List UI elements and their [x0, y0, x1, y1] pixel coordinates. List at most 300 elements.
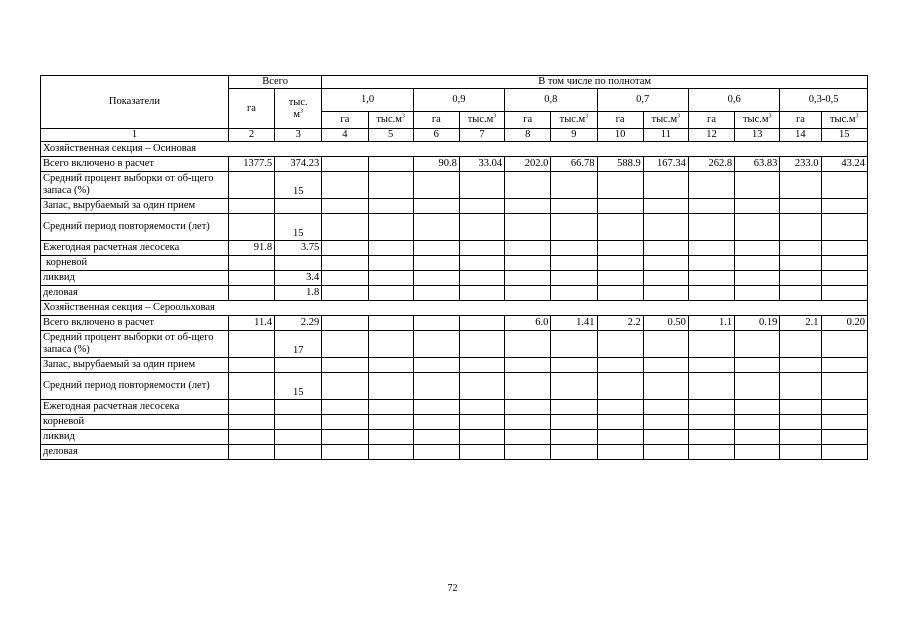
- row-label: Всего включено в расчет: [41, 316, 229, 331]
- total-volume-header: тыс. $м^3$: [275, 89, 322, 129]
- table-row: [41, 430, 868, 445]
- table-cell: [228, 256, 274, 271]
- table-cell: 588.9: [597, 157, 643, 172]
- forest-table: [40, 75, 868, 460]
- table-cell: [322, 286, 368, 301]
- section-row: [41, 301, 868, 316]
- table-cell: [551, 445, 597, 460]
- table-cell: [459, 256, 504, 271]
- table-cell: [413, 241, 459, 256]
- table-cell: [821, 445, 867, 460]
- table-cell: [551, 286, 597, 301]
- table-cell: [322, 256, 368, 271]
- table-cell: [228, 331, 274, 358]
- row-label: Средний процент выборки от об-щего запаса (%): [41, 331, 229, 358]
- table-cell: [322, 316, 368, 331]
- table-cell: 2.2: [597, 316, 643, 331]
- table-cell: [688, 400, 734, 415]
- sub-volume-header: [735, 112, 780, 129]
- table-cell: [735, 256, 780, 271]
- table-cell: [735, 214, 780, 241]
- table-cell: [413, 172, 459, 199]
- table-cell: [780, 415, 821, 430]
- table-cell: 167.34: [643, 157, 688, 172]
- section-title: Хозяйственная секция – Осиновая: [41, 142, 868, 157]
- table-cell: [275, 400, 322, 415]
- table-cell: [821, 199, 867, 214]
- total-ha-header: га: [228, 89, 274, 129]
- table-cell: [459, 400, 504, 415]
- table-cell: [551, 172, 597, 199]
- table-cell: [228, 271, 274, 286]
- table-cell: [551, 331, 597, 358]
- table-cell: [780, 214, 821, 241]
- column-number: 10: [597, 129, 643, 142]
- table-cell: [413, 286, 459, 301]
- table-cell: [275, 358, 322, 373]
- table-cell: [821, 331, 867, 358]
- table-cell: [459, 199, 504, 214]
- table-cell: [735, 331, 780, 358]
- density-header: 1,0: [322, 89, 413, 112]
- table-cell: [821, 415, 867, 430]
- density-header: 0,8: [505, 89, 597, 112]
- table-cell: [643, 373, 688, 400]
- table-cell: [459, 445, 504, 460]
- sub-ha-header: га: [688, 112, 734, 129]
- cube-sup: 3: [401, 113, 405, 120]
- table-cell: [459, 358, 504, 373]
- table-cell: [780, 241, 821, 256]
- table-cell: [413, 415, 459, 430]
- table-cell: [322, 373, 368, 400]
- table-cell: [275, 256, 322, 271]
- table-row: [41, 358, 868, 373]
- table-cell: [780, 256, 821, 271]
- table-cell: [459, 286, 504, 301]
- table-cell: 43.24: [821, 157, 867, 172]
- table-cell: [597, 331, 643, 358]
- table-cell: [643, 286, 688, 301]
- table-cell: [413, 400, 459, 415]
- column-number: 5: [368, 129, 413, 142]
- table-cell: [735, 286, 780, 301]
- row-label: Запас, вырубаемый за один прием: [41, 358, 229, 373]
- table-cell: 6.0: [505, 316, 551, 331]
- table-cell: [322, 271, 368, 286]
- sub-volume-text: тыс.м: [742, 114, 769, 125]
- table-cell: [551, 373, 597, 400]
- table-cell: [735, 271, 780, 286]
- table-cell: [228, 358, 274, 373]
- cube-sup: 3: [493, 113, 497, 120]
- table-cell: [688, 214, 734, 241]
- row-label: ликвид: [41, 430, 229, 445]
- table-cell: [368, 214, 413, 241]
- table-cell: [459, 415, 504, 430]
- table-cell: [368, 400, 413, 415]
- row-label: Средний период повторяемости (лет): [41, 214, 229, 241]
- table-cell: 63.83: [735, 157, 780, 172]
- section-row: [41, 142, 868, 157]
- table-cell: [780, 445, 821, 460]
- table-cell: [368, 256, 413, 271]
- column-number: 6: [413, 129, 459, 142]
- table-cell: [643, 415, 688, 430]
- table-cell: [413, 256, 459, 271]
- table-cell: [368, 331, 413, 358]
- density-header: 0,6: [688, 89, 779, 112]
- table-cell: 17: [275, 331, 322, 358]
- table-cell: [368, 430, 413, 445]
- table-cell: [551, 430, 597, 445]
- table-cell: [505, 415, 551, 430]
- table-cell: 66.78: [551, 157, 597, 172]
- column-number: 13: [735, 129, 780, 142]
- table-cell: [780, 373, 821, 400]
- table-cell: [551, 415, 597, 430]
- sub-volume-header: [551, 112, 597, 129]
- table-cell: [413, 316, 459, 331]
- table-cell: [228, 286, 274, 301]
- table-cell: [735, 373, 780, 400]
- table-cell: [505, 445, 551, 460]
- table-cell: [735, 199, 780, 214]
- table-cell: [780, 271, 821, 286]
- table-cell: [459, 331, 504, 358]
- table-cell: [368, 445, 413, 460]
- table-cell: [228, 373, 274, 400]
- table-cell: [551, 271, 597, 286]
- table-cell: 262.8: [688, 157, 734, 172]
- table-cell: [505, 286, 551, 301]
- table-cell: [368, 172, 413, 199]
- table-cell: [459, 316, 504, 331]
- table-row: [41, 316, 868, 331]
- table-cell: [368, 316, 413, 331]
- table-cell: [551, 214, 597, 241]
- table-cell: [413, 373, 459, 400]
- table-cell: [597, 241, 643, 256]
- table-cell: [643, 256, 688, 271]
- sub-ha-header: га: [322, 112, 368, 129]
- table-cell: [459, 241, 504, 256]
- table-cell: [597, 415, 643, 430]
- table-cell: [413, 358, 459, 373]
- table-cell: 233.0: [780, 157, 821, 172]
- table-cell: [597, 172, 643, 199]
- table-cell: [780, 199, 821, 214]
- table-cell: 1.1: [688, 316, 734, 331]
- table-cell: [688, 286, 734, 301]
- table-cell: [821, 241, 867, 256]
- table-cell: [322, 358, 368, 373]
- table-cell: [688, 445, 734, 460]
- table-cell: [780, 430, 821, 445]
- table-cell: 374.23: [275, 157, 322, 172]
- column-number: 9: [551, 129, 597, 142]
- table-cell: [368, 241, 413, 256]
- table-cell: 33.04: [459, 157, 504, 172]
- row-label: деловая: [41, 286, 229, 301]
- table-cell: [643, 400, 688, 415]
- column-number: 12: [688, 129, 734, 142]
- table-cell: [275, 430, 322, 445]
- table-cell: [322, 241, 368, 256]
- table-cell: [551, 400, 597, 415]
- sub-volume-text: тыс.м: [467, 114, 494, 125]
- table-cell: [322, 214, 368, 241]
- table-cell: [551, 241, 597, 256]
- table-cell: [551, 256, 597, 271]
- table-cell: [275, 445, 322, 460]
- table-cell: [228, 199, 274, 214]
- table-cell: [228, 445, 274, 460]
- table-cell: [459, 172, 504, 199]
- table-cell: [688, 199, 734, 214]
- table-cell: [735, 430, 780, 445]
- table-cell: [597, 199, 643, 214]
- table-cell: [688, 358, 734, 373]
- total-header: Всего: [228, 76, 321, 89]
- column-number: 15: [821, 129, 867, 142]
- table-row: [41, 241, 868, 256]
- table-cell: [643, 331, 688, 358]
- column-number: 4: [322, 129, 368, 142]
- table-cell: [275, 415, 322, 430]
- table-cell: [688, 430, 734, 445]
- row-label: Ежегодная расчетная лесосека: [41, 241, 229, 256]
- row-label: Средний период повторяемости (лет): [41, 373, 229, 400]
- table-cell: [505, 331, 551, 358]
- table-cell: [643, 430, 688, 445]
- sub-ha-header: га: [413, 112, 459, 129]
- table-cell: [368, 271, 413, 286]
- table-cell: 1.8: [275, 286, 322, 301]
- cube-sup: 3: [855, 113, 859, 120]
- table-cell: [597, 214, 643, 241]
- row-label: Всего включено в расчет: [41, 157, 229, 172]
- by-density-header: В том числе по полнотам: [322, 76, 868, 89]
- table-cell: [643, 358, 688, 373]
- table-cell: [735, 445, 780, 460]
- table-cell: 3.4: [275, 271, 322, 286]
- table-cell: 0.50: [643, 316, 688, 331]
- table-cell: [413, 199, 459, 214]
- page-number: 72: [447, 583, 458, 594]
- table-cell: 3.75: [275, 241, 322, 256]
- table-cell: [735, 172, 780, 199]
- table-cell: [228, 430, 274, 445]
- column-number: 14: [780, 129, 821, 142]
- table-cell: [368, 157, 413, 172]
- column-number-row: [41, 129, 868, 142]
- table-cell: [643, 445, 688, 460]
- density-header: 0,7: [597, 89, 688, 112]
- row-label: Ежегодная расчетная лесосека: [41, 400, 229, 415]
- row-label: Средний процент выборки от об-щего запаса (%): [41, 172, 229, 199]
- row-label: корневой: [41, 256, 229, 271]
- table-cell: [368, 286, 413, 301]
- table-cell: [780, 172, 821, 199]
- table-cell: [505, 172, 551, 199]
- table-cell: [459, 430, 504, 445]
- table-cell: [821, 256, 867, 271]
- sub-volume-header: [368, 112, 413, 129]
- sub-volume-header: [821, 112, 867, 129]
- sub-volume-text: тыс.м: [829, 114, 856, 125]
- table-cell: [413, 331, 459, 358]
- table-cell: [597, 430, 643, 445]
- table-cell: [597, 445, 643, 460]
- cube-sup: 3: [677, 113, 681, 120]
- table-cell: 15: [275, 172, 322, 199]
- indicators-header: Показатели: [41, 76, 229, 129]
- table-cell: [597, 373, 643, 400]
- sub-ha-header: га: [505, 112, 551, 129]
- table-cell: [597, 271, 643, 286]
- table-row: [41, 415, 868, 430]
- table-cell: [780, 358, 821, 373]
- column-number: 7: [459, 129, 504, 142]
- table-row: [41, 214, 868, 241]
- table-cell: [228, 172, 274, 199]
- table-cell: [505, 400, 551, 415]
- table-cell: [643, 271, 688, 286]
- table-cell: [368, 358, 413, 373]
- table-row: [41, 157, 868, 172]
- table-cell: [643, 199, 688, 214]
- table-row: [41, 286, 868, 301]
- table-cell: [368, 199, 413, 214]
- table-cell: [322, 415, 368, 430]
- table-cell: [228, 214, 274, 241]
- table-cell: [322, 157, 368, 172]
- table-cell: [505, 241, 551, 256]
- table-cell: [322, 172, 368, 199]
- table-cell: [322, 199, 368, 214]
- table-cell: [551, 358, 597, 373]
- column-number: 3: [275, 129, 322, 142]
- table-cell: [780, 400, 821, 415]
- table-cell: 15: [275, 373, 322, 400]
- table-cell: [459, 271, 504, 286]
- sub-volume-text: тыс.м: [376, 114, 402, 125]
- density-header: 0,3-0,5: [780, 89, 868, 112]
- table-cell: [597, 358, 643, 373]
- row-label: деловая: [41, 445, 229, 460]
- table-cell: [322, 430, 368, 445]
- column-number: 8: [505, 129, 551, 142]
- table-cell: 2.1: [780, 316, 821, 331]
- column-number: 1: [41, 129, 229, 142]
- table-cell: [735, 358, 780, 373]
- table-row: [41, 256, 868, 271]
- table-cell: [322, 331, 368, 358]
- table-cell: [505, 256, 551, 271]
- table-cell: [275, 199, 322, 214]
- table-cell: 90.8: [413, 157, 459, 172]
- cube-sup: 3: [768, 113, 772, 120]
- table-cell: [228, 415, 274, 430]
- sub-volume-text: тыс.м: [651, 114, 678, 125]
- table-cell: [780, 331, 821, 358]
- table-cell: [821, 271, 867, 286]
- column-number: 11: [643, 129, 688, 142]
- table-row: [41, 271, 868, 286]
- table-cell: 0.20: [821, 316, 867, 331]
- table-row: [41, 331, 868, 358]
- table-row: [41, 373, 868, 400]
- table-cell: [459, 214, 504, 241]
- table-cell: [413, 445, 459, 460]
- row-label: Запас, вырубаемый за один прием: [41, 199, 229, 214]
- table-cell: [597, 256, 643, 271]
- table-cell: [228, 400, 274, 415]
- table-cell: [413, 430, 459, 445]
- table-cell: [459, 373, 504, 400]
- table-cell: [368, 373, 413, 400]
- table-cell: [597, 400, 643, 415]
- table-row: [41, 199, 868, 214]
- table-cell: 11.4: [228, 316, 274, 331]
- table-cell: [821, 286, 867, 301]
- table-cell: [368, 415, 413, 430]
- table-cell: [505, 430, 551, 445]
- table-cell: [688, 331, 734, 358]
- table-cell: [821, 214, 867, 241]
- table-cell: 1377.5: [228, 157, 274, 172]
- table-cell: 0.19: [735, 316, 780, 331]
- table-cell: 202.0: [505, 157, 551, 172]
- table-cell: [688, 271, 734, 286]
- table-cell: [688, 373, 734, 400]
- table-row: [41, 172, 868, 199]
- column-number: 2: [228, 129, 274, 142]
- sub-ha-header: га: [780, 112, 821, 129]
- table-cell: [688, 415, 734, 430]
- table-cell: [735, 241, 780, 256]
- table-cell: [735, 400, 780, 415]
- table-cell: [688, 256, 734, 271]
- table-row: [41, 445, 868, 460]
- table-cell: [597, 286, 643, 301]
- table-cell: 1.41: [551, 316, 597, 331]
- sub-volume-header: [459, 112, 504, 129]
- table-cell: [505, 373, 551, 400]
- table-cell: [643, 172, 688, 199]
- table-cell: [688, 172, 734, 199]
- table-cell: [821, 373, 867, 400]
- table-row: [41, 400, 868, 415]
- table-cell: [821, 400, 867, 415]
- table-cell: [505, 358, 551, 373]
- cube-sup: 3: [585, 113, 589, 120]
- table-cell: [322, 400, 368, 415]
- table-cell: [505, 214, 551, 241]
- table-cell: [821, 172, 867, 199]
- row-label: ликвид: [41, 271, 229, 286]
- table-cell: [735, 415, 780, 430]
- density-header: 0,9: [413, 89, 504, 112]
- table-cell: 15: [275, 214, 322, 241]
- table-cell: [821, 430, 867, 445]
- table-cell: [413, 214, 459, 241]
- section-title: Хозяйственная секция – Сероольховая: [41, 301, 868, 316]
- row-label: корневой: [41, 415, 229, 430]
- table-cell: [688, 241, 734, 256]
- table-cell: 91.8: [228, 241, 274, 256]
